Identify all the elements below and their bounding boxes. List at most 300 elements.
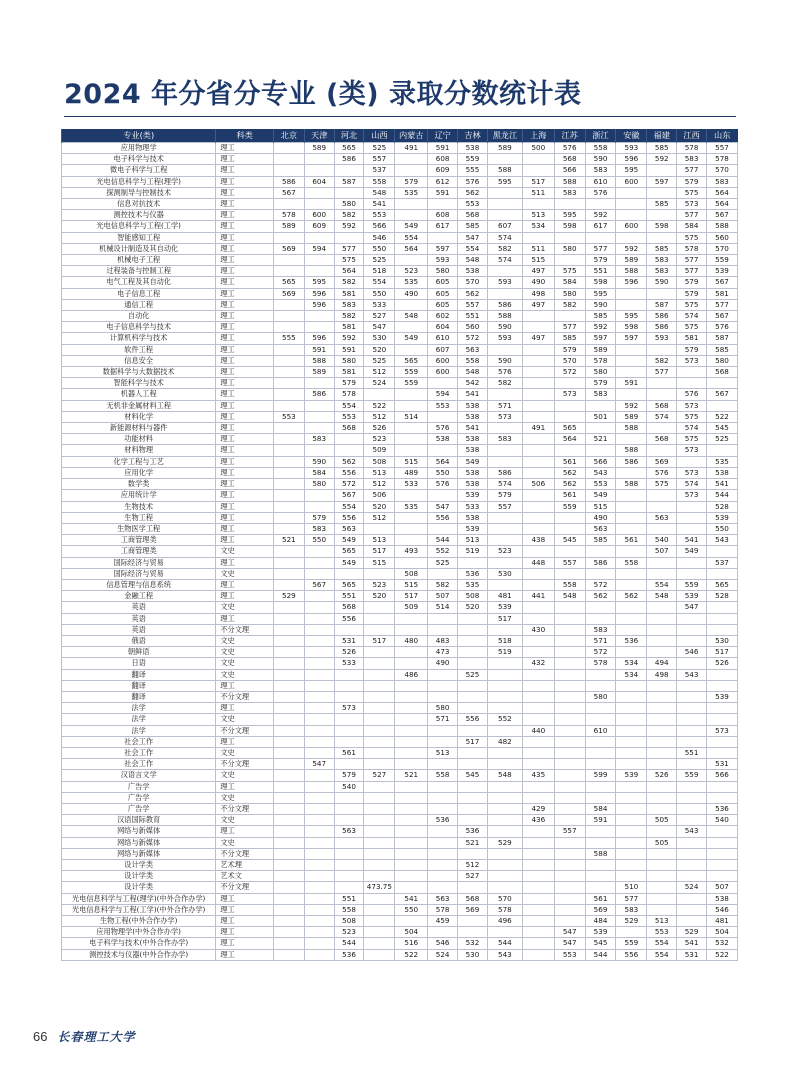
score-cell (522, 355, 554, 366)
score-cell (428, 871, 458, 882)
score-cell (487, 882, 522, 893)
score-cell: 536 (706, 803, 737, 814)
score-cell (647, 860, 677, 871)
score-cell (647, 893, 677, 904)
category-cell: 理工 (216, 199, 274, 210)
score-cell: 563 (585, 523, 616, 534)
score-cell (458, 916, 488, 927)
score-cell: 481 (487, 591, 522, 602)
score-cell: 576 (428, 423, 458, 434)
score-cell (458, 703, 488, 714)
score-cell (677, 848, 707, 859)
score-cell: 496 (487, 916, 522, 927)
score-cell: 577 (616, 893, 647, 904)
score-cell (677, 523, 707, 534)
major-cell: 社会工作 (62, 759, 216, 770)
score-cell (522, 759, 554, 770)
score-cell (428, 669, 458, 680)
score-cell (273, 736, 304, 747)
major-cell: 法学 (62, 714, 216, 725)
category-cell: 不分文理 (216, 882, 274, 893)
score-cell (487, 288, 522, 299)
score-cell: 545 (554, 535, 585, 546)
table-body (62, 143, 738, 961)
score-cell: 583 (585, 165, 616, 176)
score-cell (395, 400, 428, 411)
score-cell (585, 613, 616, 624)
score-cell: 498 (647, 669, 677, 680)
score-cell (677, 916, 707, 927)
score-cell (616, 691, 647, 702)
category-cell: 不分文理 (216, 759, 274, 770)
score-cell (616, 725, 647, 736)
score-cell (364, 871, 395, 882)
score-cell: 515 (522, 255, 554, 266)
score-cell (458, 848, 488, 859)
score-cell (677, 613, 707, 624)
score-cell (522, 916, 554, 927)
score-cell (616, 434, 647, 445)
score-cell: 589 (616, 411, 647, 422)
score-cell (706, 848, 737, 859)
major-cell: 光电信息科学与工程(理学)(中外合作办学) (62, 893, 216, 904)
major-cell: 设计学类 (62, 860, 216, 871)
score-cell: 565 (706, 579, 737, 590)
column-header: 江苏 (554, 129, 585, 143)
score-cell: 558 (428, 770, 458, 781)
score-cell (647, 490, 677, 501)
page-footer (33, 1028, 135, 1045)
score-cell (706, 378, 737, 389)
score-cell: 548 (458, 255, 488, 266)
score-cell (428, 523, 458, 534)
score-cell (273, 882, 304, 893)
major-cell: 数据科学与大数据技术 (62, 367, 216, 378)
score-cell (616, 815, 647, 826)
score-cell: 566 (364, 221, 395, 232)
score-cell (522, 546, 554, 557)
score-cell (304, 781, 334, 792)
score-cell: 582 (334, 311, 364, 322)
table-row (62, 210, 738, 221)
score-cell: 586 (647, 311, 677, 322)
score-cell (616, 781, 647, 792)
major-cell: 电子信息科学与技术 (62, 322, 216, 333)
score-cell (585, 882, 616, 893)
score-cell (677, 815, 707, 826)
score-cell: 588 (585, 848, 616, 859)
category-cell: 理工 (216, 703, 274, 714)
score-cell (364, 826, 395, 837)
score-cell: 497 (522, 333, 554, 344)
score-cell: 584 (554, 277, 585, 288)
score-cell: 582 (647, 355, 677, 366)
major-cell: 电子科学与技术(中外合作办学) (62, 938, 216, 949)
major-cell: 机械电子工程 (62, 255, 216, 266)
score-cell (677, 781, 707, 792)
score-cell: 514 (395, 411, 428, 422)
score-cell: 533 (364, 299, 395, 310)
score-cell: 538 (458, 434, 488, 445)
score-cell: 557 (554, 826, 585, 837)
score-cell (334, 759, 364, 770)
score-cell (458, 647, 488, 658)
score-cell: 576 (647, 467, 677, 478)
column-header: 内蒙古 (395, 129, 428, 143)
score-cell (304, 669, 334, 680)
score-cell: 547 (554, 938, 585, 949)
score-cell (522, 602, 554, 613)
score-cell (364, 803, 395, 814)
score-cell: 491 (522, 423, 554, 434)
score-cell (522, 736, 554, 747)
score-cell (616, 624, 647, 635)
score-cell: 559 (458, 154, 488, 165)
score-cell: 581 (334, 367, 364, 378)
score-cell (647, 501, 677, 512)
score-cell: 573 (677, 199, 707, 210)
table-row (62, 277, 738, 288)
score-cell (273, 199, 304, 210)
score-cell (487, 445, 522, 456)
score-cell (273, 871, 304, 882)
score-cell: 572 (334, 479, 364, 490)
score-cell (395, 210, 428, 221)
score-cell: 459 (428, 916, 458, 927)
score-cell (647, 826, 677, 837)
score-cell: 591 (428, 143, 458, 154)
score-cell (273, 837, 304, 848)
score-cell (554, 624, 585, 635)
score-cell: 528 (706, 591, 737, 602)
score-cell (273, 647, 304, 658)
score-cell (458, 613, 488, 624)
score-cell (487, 658, 522, 669)
score-cell: 539 (706, 266, 737, 277)
score-cell (616, 467, 647, 478)
score-cell: 592 (585, 210, 616, 221)
major-cell: 智能感知工程 (62, 232, 216, 243)
score-cell: 505 (647, 815, 677, 826)
category-cell: 理工 (216, 456, 274, 467)
score-cell: 567 (706, 389, 737, 400)
table-row (62, 445, 738, 456)
score-cell (364, 938, 395, 949)
score-cell: 558 (616, 557, 647, 568)
score-cell (428, 490, 458, 501)
score-cell: 594 (428, 389, 458, 400)
score-cell: 500 (522, 143, 554, 154)
score-cell (304, 871, 334, 882)
score-cell: 575 (677, 187, 707, 198)
score-cell (304, 165, 334, 176)
score-cell (273, 691, 304, 702)
score-cell (395, 423, 428, 434)
score-cell: 607 (487, 221, 522, 232)
score-cell (487, 389, 522, 400)
score-cell: 591 (428, 187, 458, 198)
score-cell: 550 (395, 904, 428, 915)
score-cell (647, 904, 677, 915)
score-cell: 551 (334, 893, 364, 904)
score-cell (647, 344, 677, 355)
major-cell: 测控技术与仪器 (62, 210, 216, 221)
major-cell: 设计学类 (62, 871, 216, 882)
score-cell: 551 (585, 266, 616, 277)
score-cell (554, 255, 585, 266)
category-cell: 理工 (216, 355, 274, 366)
score-cell: 547 (458, 232, 488, 243)
score-cell: 566 (554, 165, 585, 176)
score-cell (706, 568, 737, 579)
score-cell: 512 (364, 367, 395, 378)
score-cell (273, 815, 304, 826)
score-cell (395, 322, 428, 333)
table-row (62, 523, 738, 534)
score-cell: 567 (706, 210, 737, 221)
score-cell: 572 (458, 333, 488, 344)
score-cell (458, 725, 488, 736)
score-cell: 521 (585, 434, 616, 445)
score-cell: 573 (554, 389, 585, 400)
table-row (62, 871, 738, 882)
category-cell: 文史 (216, 747, 274, 758)
score-cell: 548 (395, 311, 428, 322)
table-row (62, 434, 738, 445)
score-cell: 596 (304, 299, 334, 310)
score-cell (522, 927, 554, 938)
score-cell (647, 803, 677, 814)
major-cell: 光电信息科学与工程(工学) (62, 221, 216, 232)
score-cell (487, 557, 522, 568)
score-cell (304, 658, 334, 669)
score-cell: 536 (458, 568, 488, 579)
table-row (62, 815, 738, 826)
category-cell: 理工 (216, 210, 274, 221)
score-cell (304, 154, 334, 165)
score-cell (395, 199, 428, 210)
score-cell: 525 (364, 355, 395, 366)
score-cell: 568 (458, 210, 488, 221)
table-row (62, 501, 738, 512)
score-cell: 577 (677, 165, 707, 176)
score-cell: 585 (585, 311, 616, 322)
score-cell (364, 781, 395, 792)
score-cell: 558 (364, 176, 395, 187)
score-cell: 559 (395, 367, 428, 378)
score-cell (273, 445, 304, 456)
score-cell: 519 (458, 546, 488, 557)
score-cell (706, 445, 737, 456)
score-cell: 595 (554, 210, 585, 221)
score-cell (487, 759, 522, 770)
column-header: 山东 (706, 129, 737, 143)
score-cell: 583 (616, 904, 647, 915)
score-cell: 540 (647, 535, 677, 546)
score-cell (585, 199, 616, 210)
score-cell (706, 747, 737, 758)
score-cell: 539 (585, 927, 616, 938)
category-cell: 理工 (216, 949, 274, 960)
score-cell: 568 (706, 367, 737, 378)
score-cell: 482 (487, 736, 522, 747)
score-cell (522, 714, 554, 725)
score-cell: 544 (585, 949, 616, 960)
score-cell (428, 759, 458, 770)
score-cell: 563 (428, 893, 458, 904)
score-cell: 538 (458, 411, 488, 422)
score-cell (616, 344, 647, 355)
score-cell (585, 400, 616, 411)
score-cell (522, 411, 554, 422)
score-cell: 584 (677, 221, 707, 232)
score-cell (585, 568, 616, 579)
score-cell: 581 (334, 322, 364, 333)
score-cell: 537 (706, 557, 737, 568)
score-cell (273, 613, 304, 624)
score-cell (304, 770, 334, 781)
score-cell: 579 (487, 490, 522, 501)
category-cell: 不分文理 (216, 624, 274, 635)
score-cell (647, 602, 677, 613)
score-cell: 586 (273, 176, 304, 187)
score-cell: 561 (554, 490, 585, 501)
score-cell: 546 (677, 647, 707, 658)
score-cell (395, 255, 428, 266)
score-cell (304, 680, 334, 691)
score-cell (677, 871, 707, 882)
score-cell: 585 (647, 243, 677, 254)
score-cell (304, 591, 334, 602)
score-cell (395, 535, 428, 546)
score-cell (585, 232, 616, 243)
score-cell: 564 (706, 199, 737, 210)
score-cell: 563 (458, 344, 488, 355)
score-cell: 518 (364, 266, 395, 277)
score-cell: 537 (364, 165, 395, 176)
major-cell: 英语 (62, 613, 216, 624)
score-cell: 570 (487, 893, 522, 904)
score-cell: 559 (616, 938, 647, 949)
category-cell: 理工 (216, 165, 274, 176)
score-cell: 596 (616, 277, 647, 288)
score-cell: 579 (304, 512, 334, 523)
score-cell (364, 916, 395, 927)
score-cell (273, 669, 304, 680)
score-cell (677, 759, 707, 770)
score-cell (364, 658, 395, 669)
score-cell: 531 (706, 759, 737, 770)
score-cell: 529 (677, 927, 707, 938)
score-cell (522, 792, 554, 803)
score-cell (273, 703, 304, 714)
score-cell (395, 916, 428, 927)
score-cell: 546 (706, 904, 737, 915)
score-cell: 535 (395, 187, 428, 198)
score-cell (677, 557, 707, 568)
score-cell (487, 703, 522, 714)
score-cell: 473 (428, 647, 458, 658)
score-cell: 569 (273, 243, 304, 254)
score-cell: 583 (706, 176, 737, 187)
score-cell: 567 (706, 311, 737, 322)
score-cell: 563 (334, 523, 364, 534)
score-cell: 578 (487, 904, 522, 915)
score-cell: 548 (364, 187, 395, 198)
score-cell: 572 (585, 579, 616, 590)
score-cell: 563 (334, 826, 364, 837)
score-cell: 538 (706, 893, 737, 904)
score-cell: 604 (304, 176, 334, 187)
score-cell: 554 (395, 232, 428, 243)
score-cell (554, 781, 585, 792)
score-cell (273, 949, 304, 960)
score-cell (364, 725, 395, 736)
score-cell (616, 210, 647, 221)
score-cell: 509 (364, 445, 395, 456)
major-cell: 微电子科学与工程 (62, 165, 216, 176)
score-cell (554, 770, 585, 781)
score-cell (395, 557, 428, 568)
score-cell: 564 (428, 456, 458, 467)
score-cell (585, 703, 616, 714)
major-cell: 生物工程 (62, 512, 216, 523)
score-cell (273, 770, 304, 781)
score-cell (273, 916, 304, 927)
score-cell: 597 (616, 333, 647, 344)
score-cell (487, 871, 522, 882)
score-cell: 608 (428, 210, 458, 221)
score-cell: 527 (458, 871, 488, 882)
score-cell: 554 (647, 949, 677, 960)
score-cell (304, 927, 334, 938)
score-cell: 540 (706, 815, 737, 826)
score-cell: 552 (428, 546, 458, 557)
score-cell (647, 288, 677, 299)
score-cell: 549 (395, 221, 428, 232)
score-cell: 489 (395, 467, 428, 478)
score-cell (334, 882, 364, 893)
score-cell: 590 (304, 456, 334, 467)
score-cell: 564 (395, 243, 428, 254)
score-cell: 507 (647, 546, 677, 557)
category-cell: 理工 (216, 266, 274, 277)
score-cell: 554 (364, 277, 395, 288)
score-cell: 543 (487, 949, 522, 960)
score-cell: 549 (677, 546, 707, 557)
score-cell (304, 490, 334, 501)
score-cell: 588 (616, 479, 647, 490)
score-cell (395, 389, 428, 400)
score-cell (585, 792, 616, 803)
score-cell: 538 (458, 143, 488, 154)
score-cell (677, 568, 707, 579)
score-cell (395, 154, 428, 165)
score-cell: 435 (522, 770, 554, 781)
score-cell (273, 467, 304, 478)
score-cell: 579 (395, 176, 428, 187)
score-cell (554, 546, 585, 557)
table-row (62, 378, 738, 389)
table-row (62, 479, 738, 490)
score-cell: 521 (273, 535, 304, 546)
score-cell (273, 568, 304, 579)
score-cell: 576 (706, 322, 737, 333)
table-row (62, 355, 738, 366)
score-cell (522, 445, 554, 456)
score-cell (647, 624, 677, 635)
score-cell: 598 (647, 221, 677, 232)
